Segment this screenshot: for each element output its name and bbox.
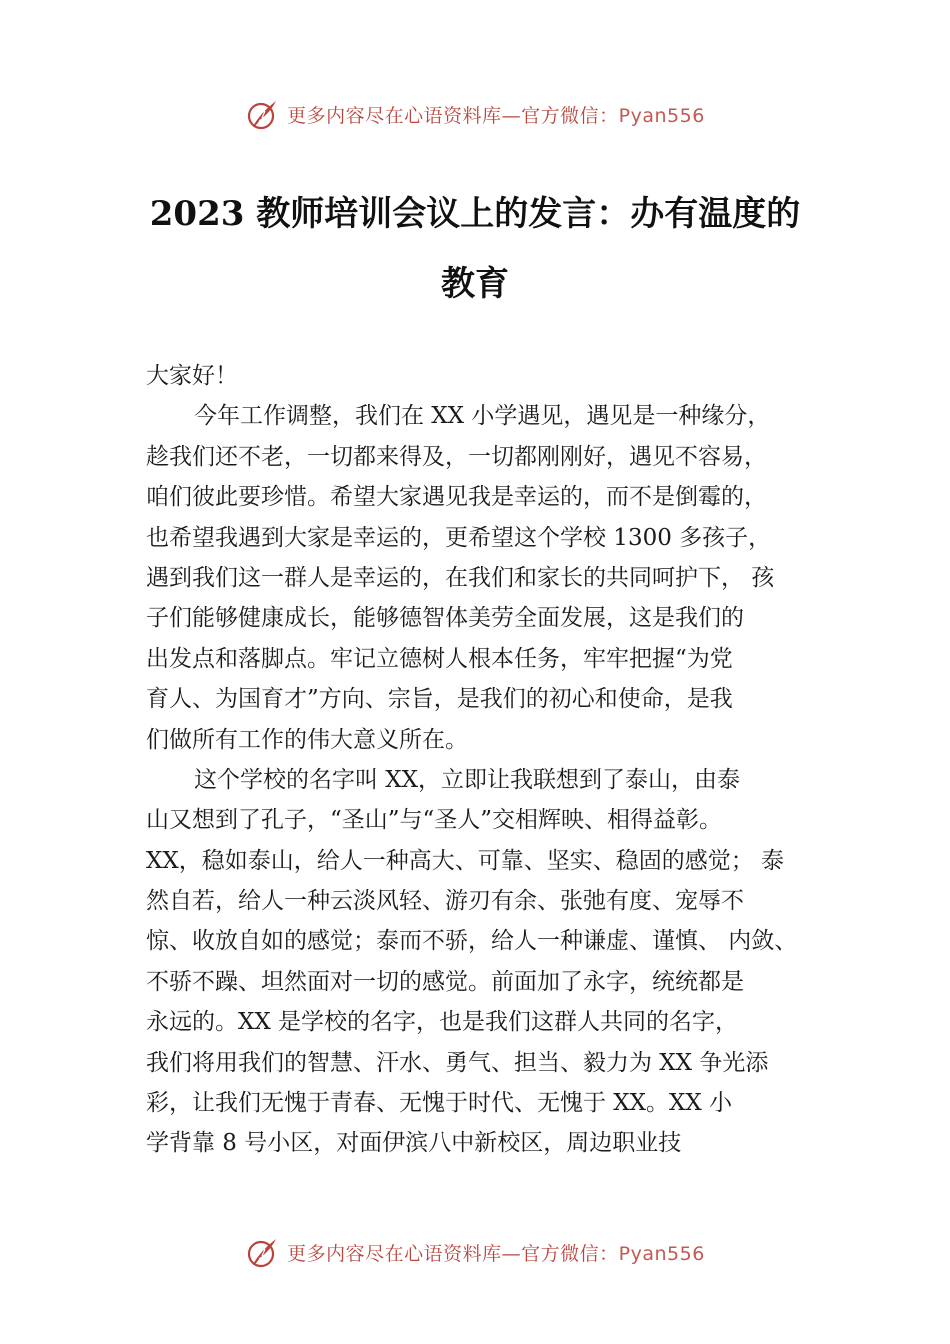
banner-text [287, 101, 705, 128]
body-line: 子们能够健康成长，能够德智体美劳全面发展，这是我们的 [146, 605, 744, 632]
body-line: 也希望我遇到大家是幸运的，更希望这个学校 1300 多孩子， [146, 524, 772, 551]
banner-wechat-id: Pyan556 [618, 104, 705, 127]
greeting: 大家好！ [146, 363, 238, 389]
body-line: 咱们彼此要珍惜。希望大家遇见我是幸运的，而不是倒霉的， [146, 484, 767, 511]
banner-text [287, 1239, 705, 1266]
banner-label: 更多内容尽在心语资料库—官方微信： [287, 1242, 619, 1265]
body-line: 惊、收放自如的感觉；泰而不骄，给人一种谦虚、谨慎、 内敛、 [146, 928, 798, 955]
body-line: 遇到我们这一群人是幸运的，在我们和家长的共同呵护下， 孩 [146, 564, 775, 591]
document-title-line-1: 2023 教师培训会议上的发言：办有温度的 [149, 194, 801, 234]
banner-label: 更多内容尽在心语资料库—官方微信： [287, 104, 619, 127]
document-body [146, 356, 846, 1164]
document-title-line-2: 教育 [441, 264, 509, 304]
body-line: 们做所有工作的伟大意义所在。 [146, 726, 468, 753]
quill-logo-icon [245, 96, 281, 132]
header-banner [0, 94, 950, 134]
body-line: 不骄不躁、坦然面对一切的感觉。前面加了永字，统统都是 [146, 968, 744, 995]
banner-wechat-id: Pyan556 [618, 1242, 705, 1265]
body-line: XX，稳如泰山，给人一种高大、可靠、坚实、稳固的感觉； 泰 [146, 847, 785, 874]
body-line: 彩，让我们无愧于青春、无愧于时代、无愧于 XX。XX 小 [146, 1090, 733, 1117]
body-line: 永远的。XX 是学校的名字，也是我们这群人共同的名字， [146, 1009, 739, 1036]
body-line: 育人、为国育才”方向、宗旨，是我们的初心和使命，是我 [146, 686, 733, 713]
body-line: 然自若，给人一种云淡风轻、游刃有余、张弛有度、宠辱不 [146, 888, 744, 915]
body-line: 山又想到了孔子，“圣山”与“圣人”交相辉映、相得益彰。 [146, 807, 723, 834]
body-line: 趁我们还不老，一切都来得及，一切都刚刚好，遇见不容易， [146, 443, 767, 470]
body-line: 这个学校的名字叫 XX，立即让我联想到了泰山，由泰 [194, 766, 741, 793]
quill-logo-icon [245, 1234, 281, 1270]
body-line: 我们将用我们的智慧、汗水、勇气、担当、毅力为 XX 争光添 [146, 1049, 769, 1076]
body-lines [146, 396, 846, 1163]
body-line: 学背靠 8 号小区，对面伊滨八中新校区，周边职业技 [146, 1130, 682, 1157]
body-line: 今年工作调整，我们在 XX 小学遇见，遇见是一种缘分， [194, 403, 771, 430]
body-line: 出发点和落脚点。牢记立德树人根本任务，牢牢把握“为党 [146, 645, 733, 672]
footer-banner [0, 1232, 950, 1272]
